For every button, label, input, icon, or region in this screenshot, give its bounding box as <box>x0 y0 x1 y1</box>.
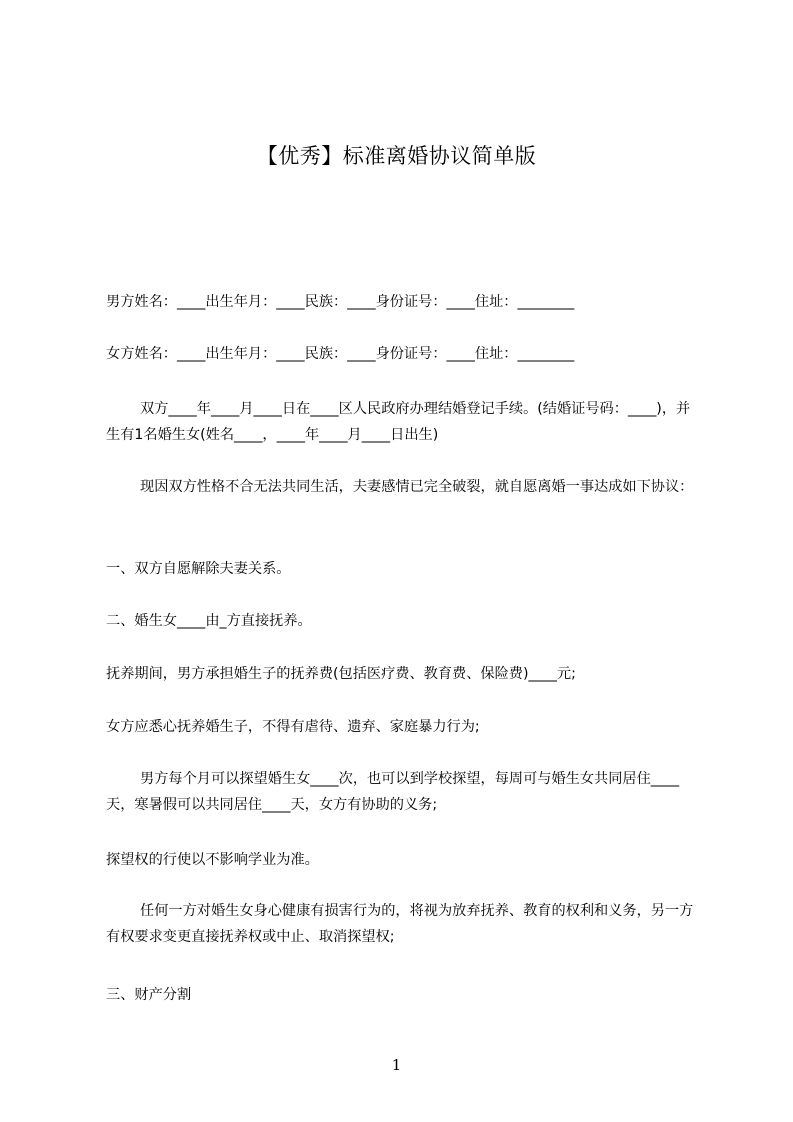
page-number: 1 <box>391 1056 402 1074</box>
paragraph-clause-2: 二、婚生女____由_方直接抚养。 <box>106 613 312 629</box>
paragraph-husband-info: 男方姓名：____出生年月：____民族：____身份证号：____住址：________ <box>106 294 575 310</box>
paragraph-custody-change: 任何一方对婚生女身心健康有损害行为的，将视为放弃抚养、教育的权利和义务，另一方有权要求变更直接抚养权或中止、取消探望权; <box>106 903 694 945</box>
paragraph-wife-info: 女方姓名：____出生年月：____民族：____身份证号：____住址：________ <box>106 346 575 362</box>
paragraph-child-support: 抚养期间，男方承担婚生子的抚养费(包括医疗费、教育费、保险费)____元; <box>106 666 576 682</box>
paragraph-divorce-reason: 现因双方性格不合无法共同生活，夫妻感情已完全破裂，就自愿离婚一事达成如下协议： <box>140 479 694 495</box>
paragraph-visitation-limit: 探望权的行使以不影响学业为准。 <box>106 852 319 868</box>
paragraph-clause-1: 一、双方自愿解除夫妻关系。 <box>106 561 291 577</box>
paragraph-care-duty: 女方应悉心抚养婚生子，不得有虐待、遗弃、家庭暴力行为; <box>106 719 480 735</box>
paragraph-visitation: 男方每个月可以探望婚生女____次，也可以到学校探望，每周可与婚生女共同居住____天，寒暑假可以共同居住____天，女方有协助的义务; <box>106 771 680 813</box>
document-title: 【优秀】标准离婚协议简单版 <box>256 144 537 168</box>
paragraph-clause-3: 三、财产分割 <box>106 987 192 1003</box>
paragraph-marriage-registration: 双方____年____月____日在____区人民政府办理结婚登记手续。(结婚证号码：____)，并生有1名婚生女(姓名____，____年____月____日出生) <box>106 401 691 443</box>
